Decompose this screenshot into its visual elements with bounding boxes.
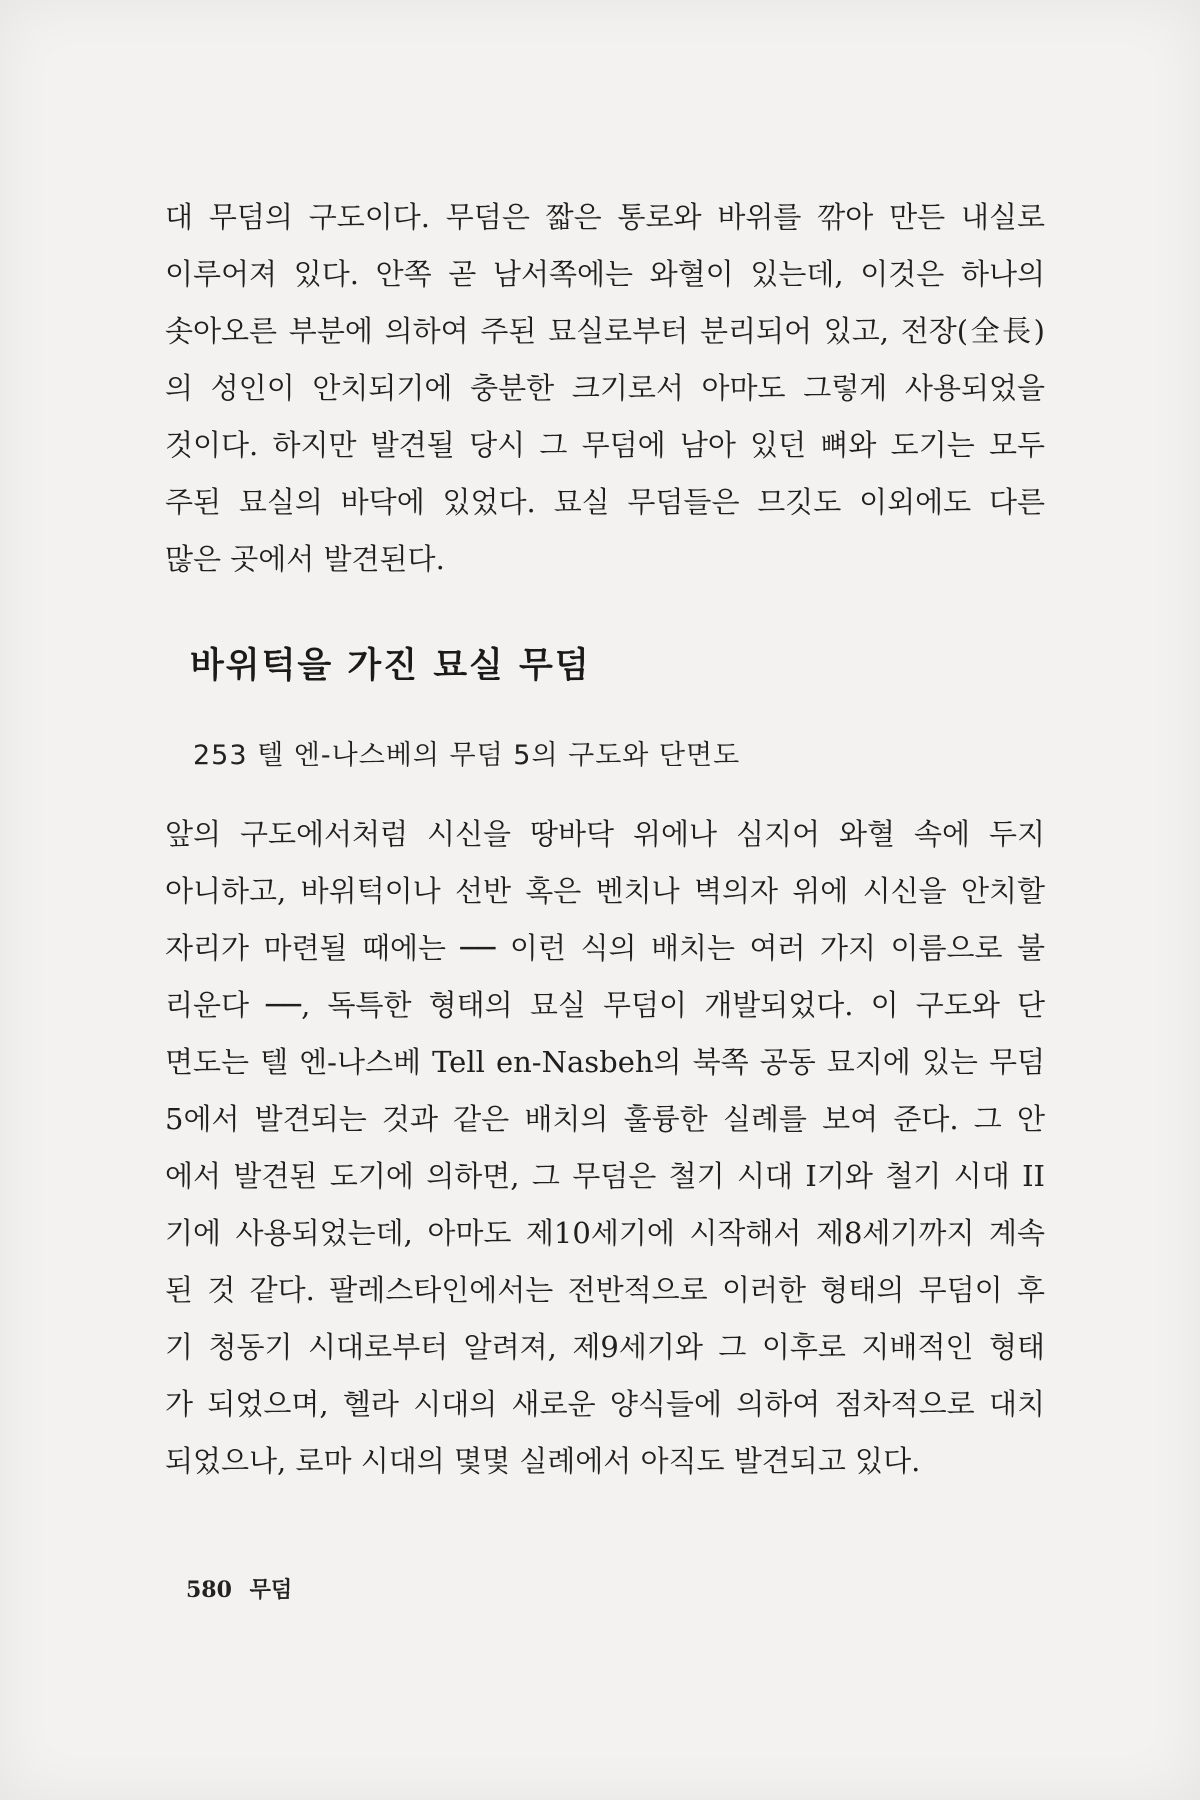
paragraph-line: 아니하고, 바위턱이나 선반 혹은 벤치나 벽의자 위에 시신을 안치할 [165, 874, 1045, 908]
figure-caption: 253 텔 엔-나스베의 무덤 5의 구도와 단면도 [193, 740, 741, 771]
paragraph-line: 된 것 같다. 팔레스타인에서는 전반적으로 이러한 형태의 무덤이 후 [165, 1273, 1045, 1307]
paragraph-line: 면도는 텔 엔-나스베 Tell en-Nasbeh의 북쪽 공동 묘지에 있는 무덤 [165, 1045, 1045, 1079]
paragraph-2 [165, 806, 1045, 1490]
paragraph-line: 에서 발견된 도기에 의하면, 그 무덤은 철기 시대 I기와 철기 시대 II [165, 1159, 1045, 1193]
paragraph-1 [165, 189, 1045, 588]
paragraph-line: 기에 사용되었는데, 아마도 제10세기에 시작해서 제8세기까지 계속 [165, 1216, 1045, 1250]
running-title: 무덤 [249, 1577, 293, 1603]
paragraph-line: 이루어져 있다. 안쪽 곧 남서쪽에는 와혈이 있는데, 이것은 하나의 [165, 257, 1045, 291]
paragraph-line: 되었으나, 로마 시대의 몇몇 실례에서 아직도 발견되고 있다. [165, 1444, 921, 1478]
section-heading: 바위턱을 가진 묘실 무덤 [190, 645, 591, 686]
paragraph-line: 기 청동기 시대로부터 알려져, 제9세기와 그 이후로 지배적인 형태 [165, 1330, 1045, 1364]
paragraph-line: 5에서 발견되는 것과 같은 배치의 훌륭한 실례를 보여 준다. 그 안 [165, 1102, 1045, 1136]
paragraph-line: 솟아오른 부분에 의하여 주된 묘실로부터 분리되어 있고, 전장(全長) [165, 314, 1045, 348]
paragraph-line: 것이다. 하지만 발견될 당시 그 무덤에 남아 있던 뼈와 도기는 모두 [165, 428, 1045, 462]
paragraph-line: 가 되었으며, 헬라 시대의 새로운 양식들에 의하여 점차적으로 대치 [165, 1387, 1045, 1421]
paragraph-line: 주된 묘실의 바닥에 있었다. 묘실 무덤들은 므깃도 이외에도 다른 [165, 485, 1045, 519]
paragraph-line: 리운다 ──, 독특한 형태의 묘실 무덤이 개발되었다. 이 구도와 단 [165, 988, 1045, 1022]
page-number: 580 [186, 1577, 232, 1603]
paragraph-line: 대 무덤의 구도이다. 무덤은 짧은 통로와 바위를 깎아 만든 내실로 [165, 200, 1045, 234]
page-footer [186, 1573, 292, 1604]
paragraph-line: 앞의 구도에서처럼 시신을 땅바닥 위에나 심지어 와혈 속에 두지 [165, 817, 1045, 851]
paragraph-line: 의 성인이 안치되기에 충분한 크기로서 아마도 그렇게 사용되었을 [165, 371, 1045, 405]
paragraph-line: 자리가 마련될 때에는 ── 이런 식의 배치는 여러 가지 이름으로 불 [165, 931, 1045, 965]
paragraph-line: 많은 곳에서 발견된다. [165, 542, 445, 576]
